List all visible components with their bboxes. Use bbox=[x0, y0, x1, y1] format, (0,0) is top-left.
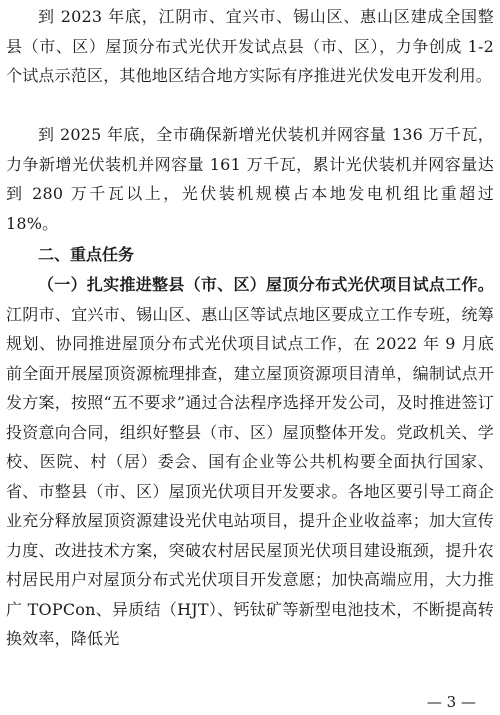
subsection-title: （一）扎实推进整县（市、区）屋顶分布式光伏项目试点工作。 bbox=[38, 275, 494, 294]
paragraph-2023-goals: 到 2023 年底，江阴市、宜兴市、锡山区、惠山区建成全国整县（市、区）屋顶分布式光伏开发试点县（市、区），力争创成 1-2 个试点示范区，其他地区结合地方实际有序推进光伏发电开发利用。 bbox=[6, 7, 494, 85]
paragraph-key-task-1-body: 江阴市、宜兴市、锡山区、惠山区等试点地区要成立工作专班，统筹规划、协同推进屋顶分布式光伏项目试点工作，在 2022 年 9 月底前全面开展屋顶资源梳理排查，建立屋顶资源项目清单，编制试点开发方案，按照“五不要求”通过合法程序选择开发公司，及时推进签订投资意向合同，组织好整县（市、区）屋顶整体开发。党政机关、学校、医院、村（居）委会、国有企业等公共机构要全面执行国家、省、市整县（市、区）屋顶光伏项目开发要求。各地区要引导工商企业充分释放屋顶资源建设光伏电站项目，提升企业收益率；加大宣传力度、改进技术方案，突破农村居民屋顶光伏项目建设瓶颈，提升农村居民用户对屋顶分布式光伏项目开发意愿；加快高端应用，大力推广 TOPCon、异质结（HJT）、钙钛矿等新型电池技术，不断提高转换效率，降低光 bbox=[6, 304, 494, 648]
paragraph-key-task-1 bbox=[6, 270, 494, 654]
section-heading: 二、重点任务 bbox=[38, 245, 135, 264]
paragraph-2025-goals: 到 2025 年底，全市确保新增光伏装机并网容量 136 万千瓦，力争新增光伏装机并网容量 161 万千瓦，累计光伏装机并网容量达到 280 万千瓦以上，光伏装机规模占本地发电机组比重超过 18%。 bbox=[6, 125, 494, 233]
page-number: — 3 — bbox=[426, 693, 476, 711]
